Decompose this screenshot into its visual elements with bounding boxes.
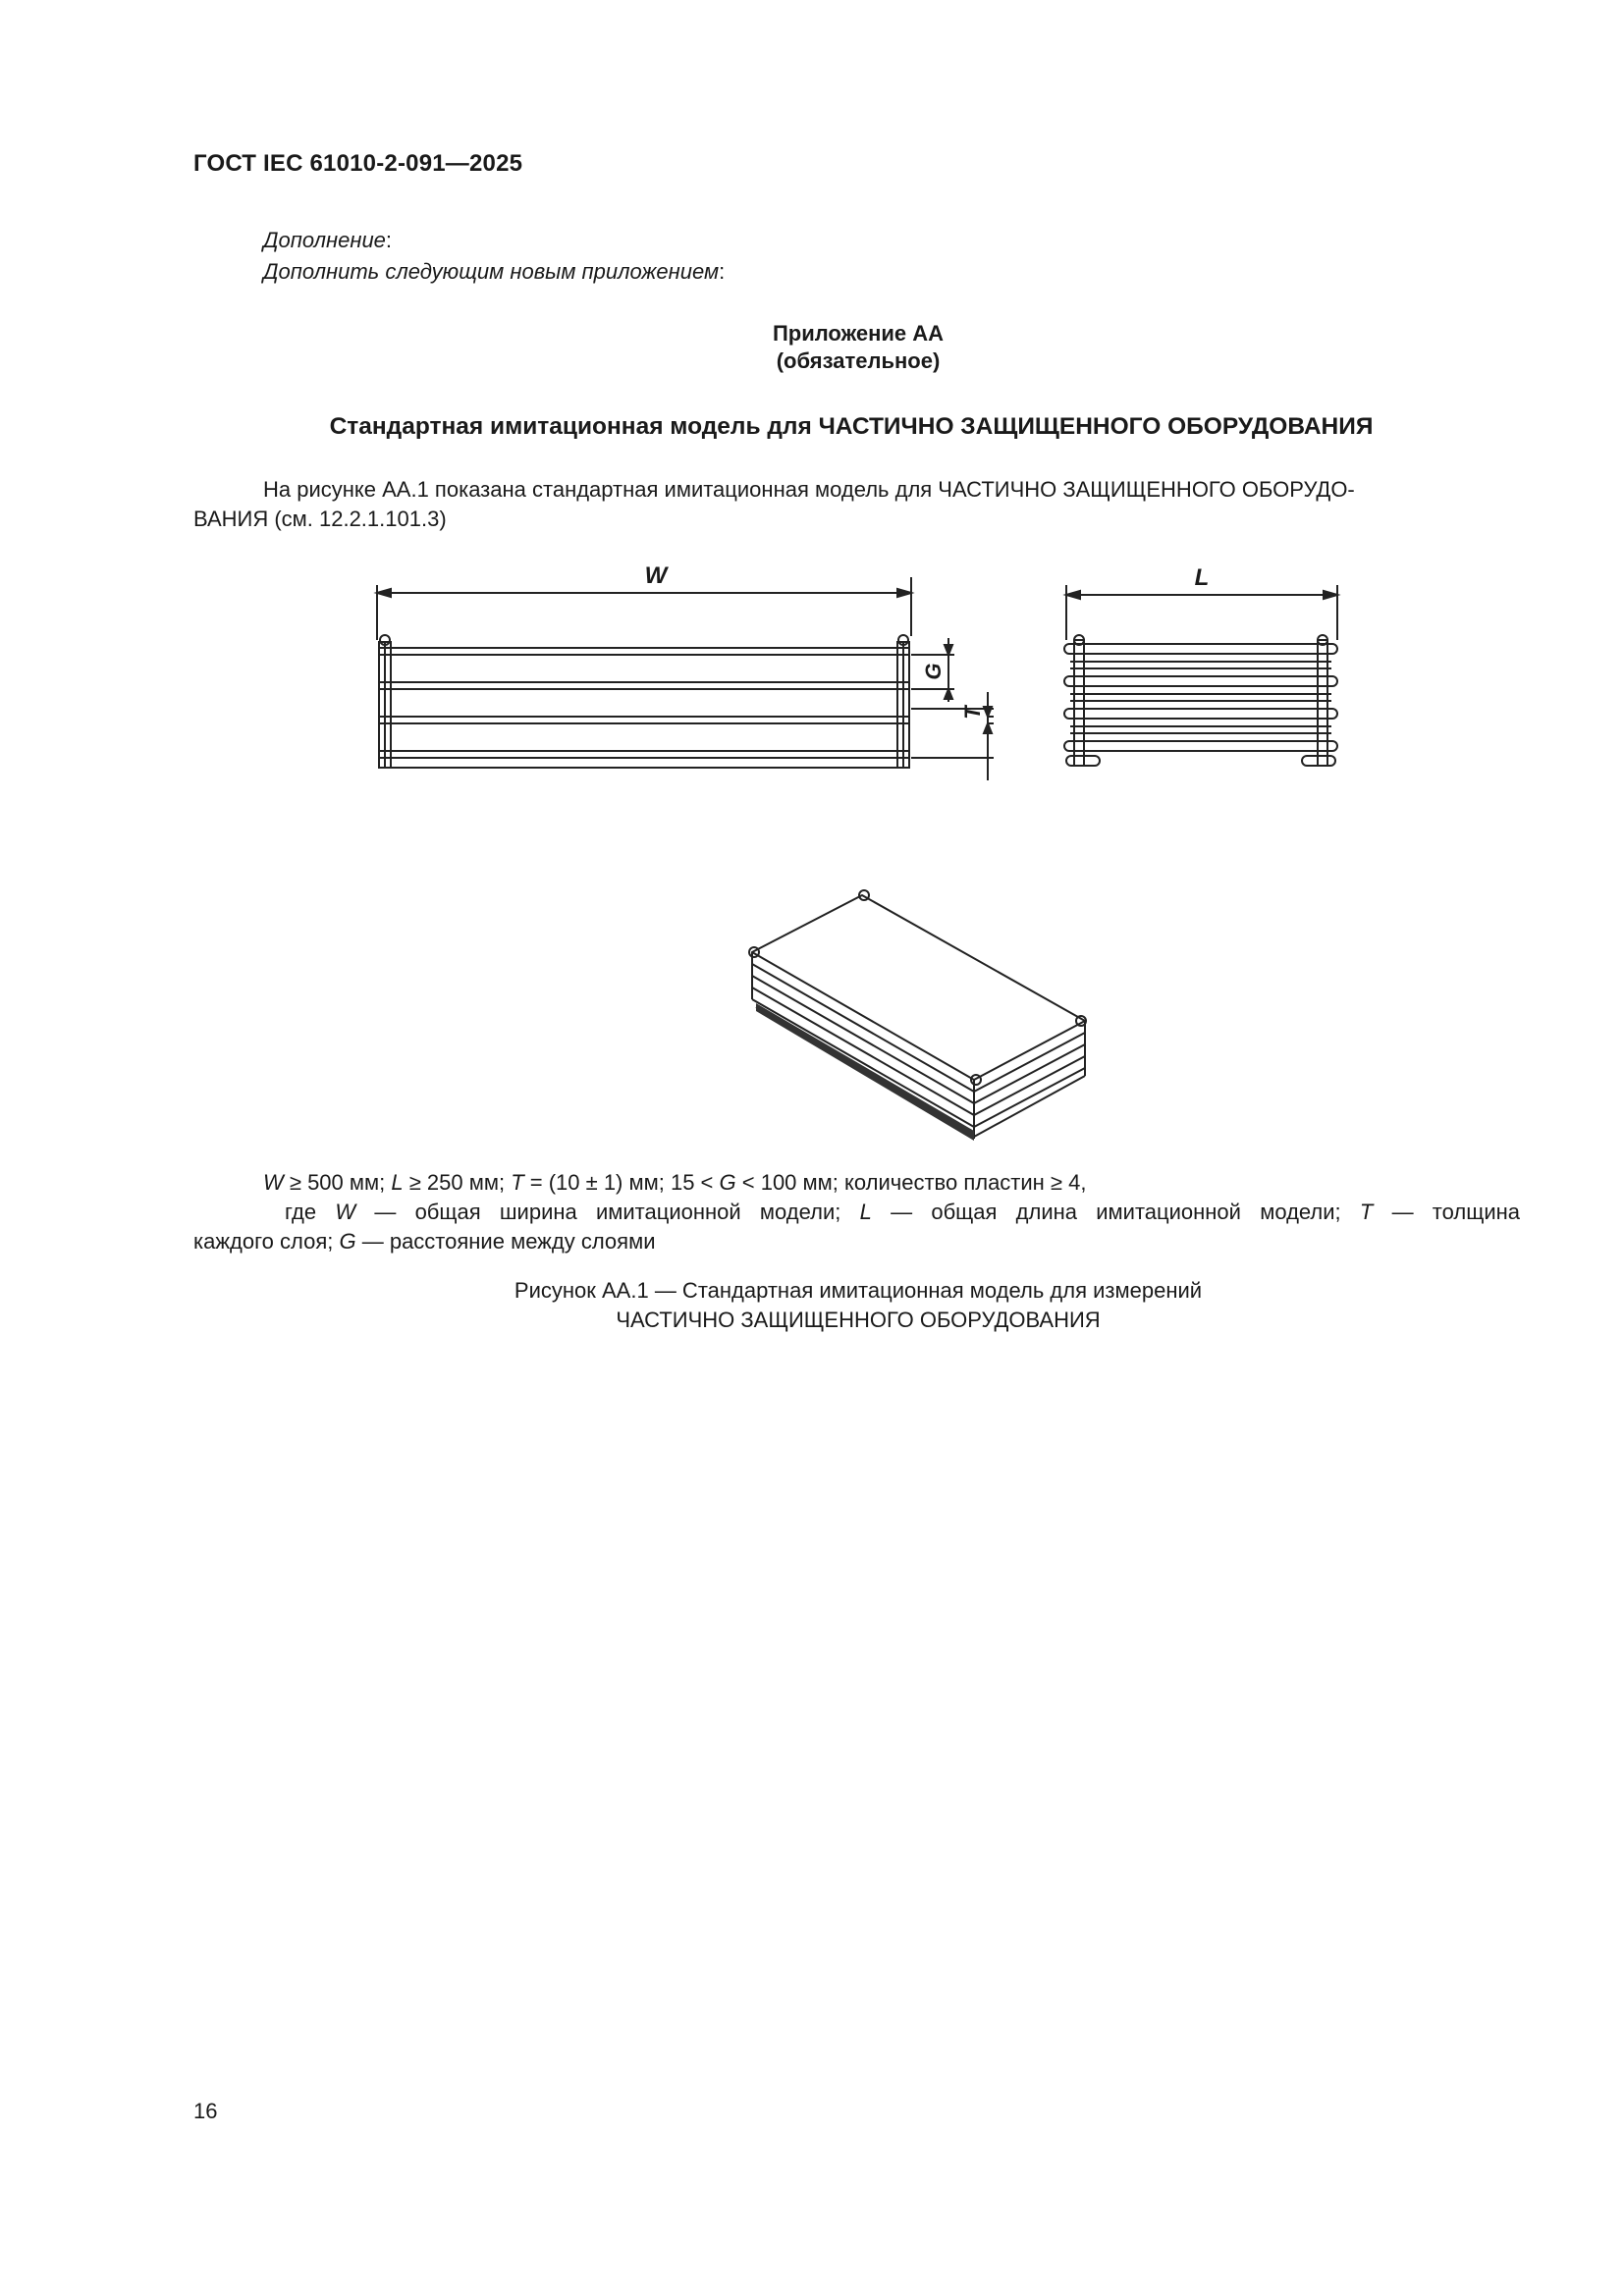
legend-t-symbol: T <box>1359 1200 1374 1224</box>
addition-instruction-line <box>263 259 725 285</box>
constraint-t-text: = (10 ± 1) мм; 15 < <box>523 1170 720 1195</box>
legend-g-symbol: G <box>339 1229 356 1254</box>
constraint-g-text: < 100 мм; количество пластин ≥ 4, <box>735 1170 1087 1195</box>
dimension-label-g: G <box>921 663 946 680</box>
annex-heading: Стандартная имитационная модель для ЧАСТИЧНО ЗАЩИЩЕННОГО ОБОРУДОВАНИЯ <box>329 413 1374 440</box>
legend-line-1 <box>285 1198 1520 1227</box>
figure-caption-line-2: ЧАСТИЧНО ЗАЩИЩЕННОГО ОБОРУДОВАНИЯ <box>616 1308 1101 1332</box>
front-view-drawing <box>363 550 1011 795</box>
constraint-w-symbol: W <box>263 1170 284 1195</box>
legend-l-definition: — общая длина имитационной модели; <box>871 1200 1360 1224</box>
constraint-l-symbol: L <box>391 1170 404 1195</box>
addition-label-colon: : <box>385 228 393 252</box>
legend-w-definition: — общая ширина имитационной модели; <box>355 1200 860 1224</box>
addition-instruction: Дополнить следующим новым приложением <box>263 259 720 284</box>
annex-status: (обязательное) <box>776 348 941 373</box>
constraint-g-symbol: G <box>719 1170 736 1195</box>
addition-instruction-colon: : <box>719 259 726 284</box>
dimension-label-l: L <box>1194 564 1210 591</box>
dimension-label-t: T <box>960 706 985 720</box>
legend-line2-prefix: каждого слоя; <box>193 1229 340 1254</box>
intro-line-1: На рисунке AA.1 показана стандартная имитационная модель для ЧАСТИЧНО ЗАЩИЩЕННОГО ОБОРУДО- <box>263 477 1355 502</box>
dimension-label-w: W <box>644 562 668 589</box>
legend-line-2 <box>193 1227 656 1256</box>
legend-l-symbol: L <box>859 1200 872 1224</box>
legend-where: где <box>285 1200 336 1224</box>
figure-caption-line-1: Рисунок AA.1 — Стандартная имитационная модель для измерений <box>514 1278 1203 1303</box>
intro-line-2: ВАНИЯ (см. 12.2.1.101.3) <box>193 507 447 531</box>
addition-label: Дополнение <box>263 228 386 252</box>
constraint-l-text: ≥ 250 мм; <box>403 1170 512 1195</box>
page-number: 16 <box>193 2099 218 2123</box>
legend-w-symbol: W <box>335 1200 356 1224</box>
constraint-w-text: ≥ 500 мм; <box>283 1170 392 1195</box>
document-header: ГОСТ IEC 61010-2-091—2025 <box>193 150 523 177</box>
addition-label-line <box>263 228 392 253</box>
side-view-drawing <box>1051 550 1355 795</box>
legend-g-definition: — расстояние между слоями <box>355 1229 656 1254</box>
constraint-t-symbol: T <box>511 1170 524 1195</box>
isometric-drawing <box>727 879 1110 1153</box>
legend-t-definition: — толщина <box>1373 1200 1521 1224</box>
constraints-line <box>263 1168 1086 1198</box>
annex-title: Приложение AA <box>772 321 945 346</box>
